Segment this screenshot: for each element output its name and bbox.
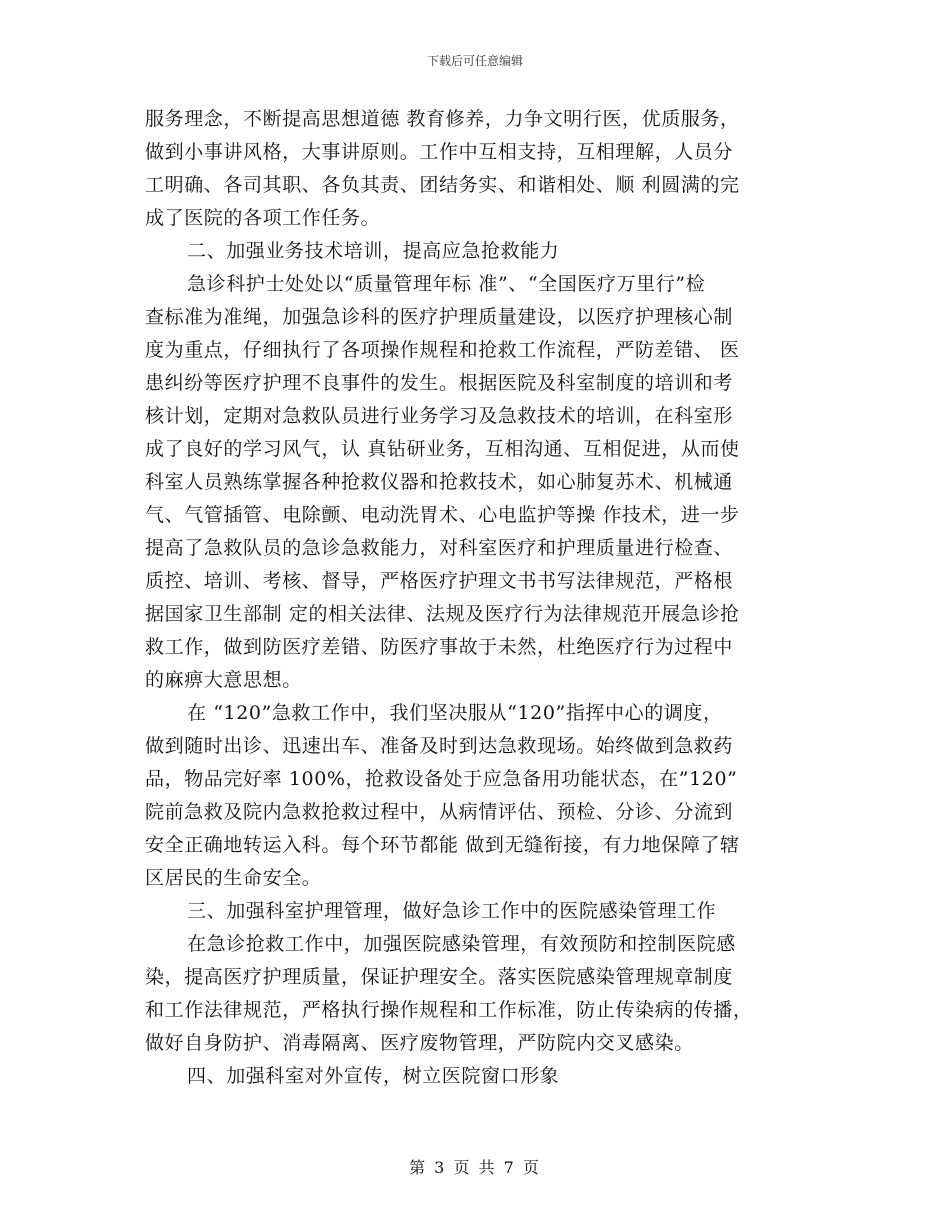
- text-line: 提高了急救队员的急诊急救能力，对科室医疗和护理质量进行检查、: [145, 537, 734, 559]
- section-heading-3: 三、加强科室护理管理，做好急诊工作中的医院感染管理工作: [187, 900, 717, 922]
- document-body: [145, 103, 813, 1093]
- text-line: 查标准为准绳，加强急诊科的医疗护理质量建设，以医疗护理核心制: [145, 306, 734, 328]
- text-line: 和工作法律规范，严格执行操作规程和工作标准，防止传染病的传播，: [145, 999, 753, 1021]
- page-header: 下载后可任意编辑: [426, 54, 523, 68]
- text-line: 做到小事讲风格，大事讲原则。工作中互相支持，互相理解，人员分: [145, 141, 734, 163]
- text-line: 区居民的生命安全。: [145, 867, 322, 889]
- text-line: 在 “120”急救工作中，我们坚决服从“120”指挥中心的调度，: [187, 702, 723, 724]
- text-line: 科室人员熟练掌握各种抢救仪器和抢救技术，如心肺复苏术、机械通: [145, 471, 734, 493]
- text-line: 救工作，做到防医疗差错、防医疗事故于未然，杜绝医疗行为过程中: [145, 636, 734, 658]
- text-line: 的麻痹大意思想。: [145, 669, 302, 691]
- page-number-footer: 第 3 页 共 7 页: [409, 1158, 541, 1177]
- text-line: 患纠纷等医疗护理不良事件的发生。根据医院及科室制度的培训和考: [145, 372, 734, 394]
- text-line: 染，提高医疗护理质量，保证护理安全。落实医院感染管理规章制度: [145, 966, 734, 988]
- text-line: 据国家卫生部制 定的相关法律、法规及医疗行为法律规范开展急诊抢: [145, 603, 740, 625]
- section-heading-2: 二、加强业务技术培训，提高应急抢救能力: [187, 240, 560, 262]
- text-line: 服务理念，不断提高思想道德 教育修养，力争文明行医，优质服务，: [145, 108, 740, 130]
- text-line: 成了医院的各项工作任务。: [145, 207, 381, 229]
- text-line: 急诊科护士处处以“质量管理年标 准”、“全国医疗万里行”检: [187, 273, 706, 295]
- text-line: 做到随时出诊、迅速出车、准备及时到达急救现场。始终做到急救药: [145, 735, 734, 757]
- text-line: 做好自身防护、消毒隔离、医疗废物管理，严防院内交叉感染。: [145, 1032, 694, 1054]
- text-line: 工明确、各司其职、各负其责、团结务实、和谐相处、顺 利圆满的完: [145, 174, 740, 196]
- text-line: 品，物品完好率 100%，抢救设备处于应急备用功能状态，在”120”: [145, 768, 738, 790]
- text-line: 核计划，定期对急救队员进行业务学习及急救技术的培训，在科室形: [145, 405, 734, 427]
- text-line: 在急诊抢救工作中，加强医院感染管理，有效预防和控制医院感: [187, 933, 736, 955]
- text-line: 安全正确地转运入科。每个环节都能 做到无缝衔接，有力地保障了辖: [145, 834, 740, 856]
- text-line: 质控、培训、考核、督导，严格医疗护理文书书写法律规范，严格根: [145, 570, 734, 592]
- section-heading-4: 四、加强科室对外宣传，树立医院窗口形象: [187, 1065, 560, 1087]
- text-line: 气、气管插管、电除颤、电动洗胃术、心电监护等操 作技术，进一步: [145, 504, 740, 526]
- text-line: 成了良好的学习风气，认 真钻研业务，互相沟通、互相促进，从而使: [145, 438, 740, 460]
- text-line: 度为重点，仔细执行了各项操作规程和抢救工作流程，严防差错、 医: [145, 339, 740, 361]
- text-line: 院前急救及院内急救抢救过程中，从病情评估、预检、分诊、分流到: [145, 801, 734, 823]
